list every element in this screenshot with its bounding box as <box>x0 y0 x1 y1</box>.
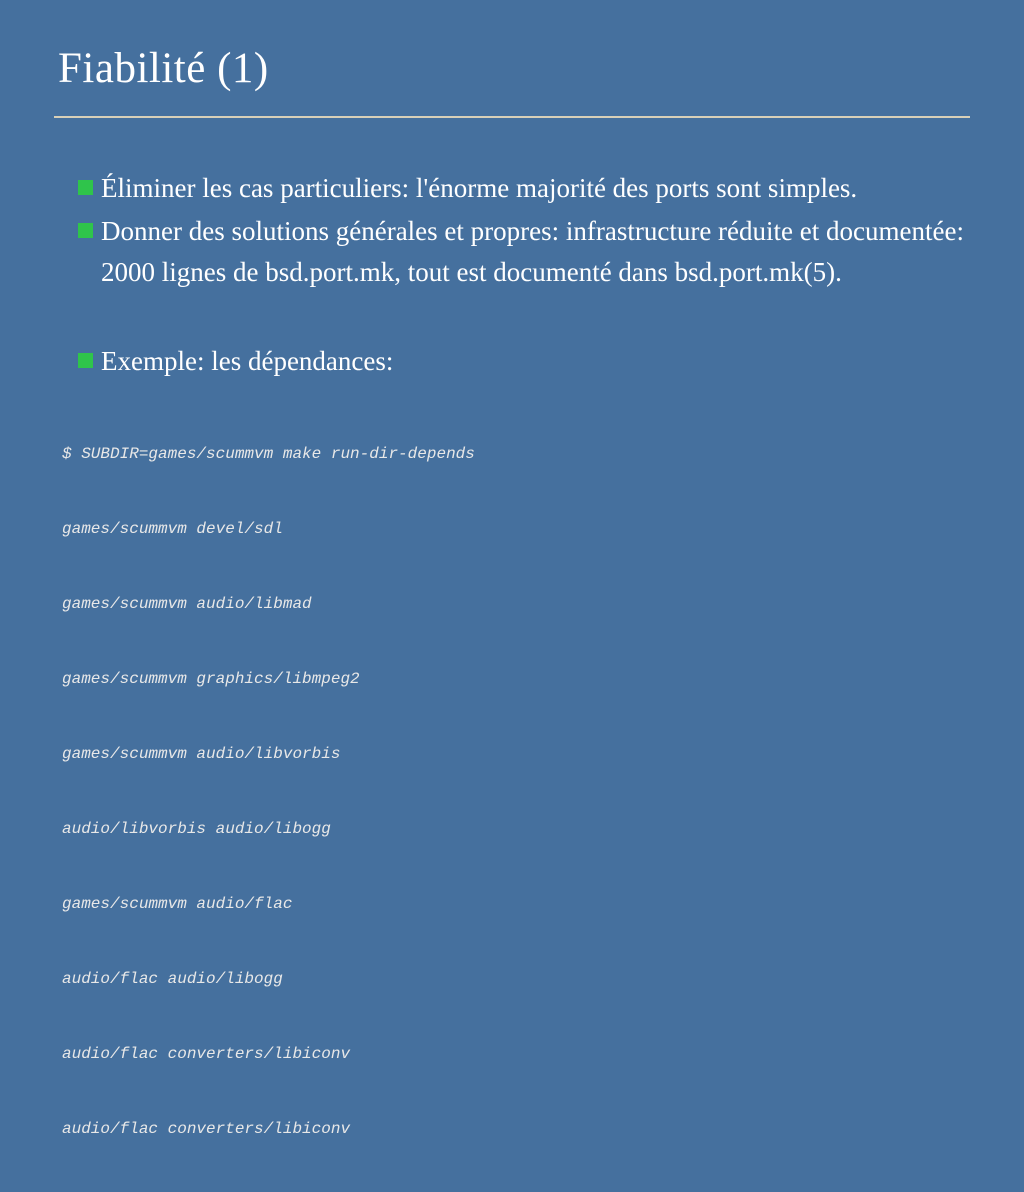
slide-content <box>62 168 978 1192</box>
code-line: games/scummvm audio/flac <box>62 895 293 913</box>
code-line: games/scummvm devel/sdl <box>62 520 283 538</box>
list-item <box>78 211 978 293</box>
title-divider <box>54 116 970 118</box>
list-item <box>78 168 978 209</box>
page-title: Fiabilité (1) <box>58 45 269 92</box>
code-line: $ SUBDIR=games/scummvm make run-dir-depends <box>62 445 475 463</box>
code-output-block <box>62 392 978 1192</box>
code-line: audio/flac audio/libogg <box>62 970 283 988</box>
list-item <box>78 341 978 382</box>
code-line: games/scummvm audio/libmad <box>62 595 312 613</box>
code-line: games/scummvm graphics/libmpeg2 <box>62 670 360 688</box>
square-bullet-icon <box>78 353 93 368</box>
code-line: audio/libvorbis audio/libogg <box>62 820 331 838</box>
square-bullet-icon <box>78 180 93 195</box>
code-line: audio/flac converters/libiconv <box>62 1045 351 1063</box>
code-line: audio/flac converters/libiconv <box>62 1120 351 1138</box>
list-item-label: Exemple: les dépendances: <box>101 346 394 376</box>
list-item-label: Donner des solutions générales et propres: infrastructure réduite et documentée: 2000 lignes de bsd.port.mk, tout est documenté dans bsd.port.mk(5). <box>101 216 964 287</box>
list-item-label: Éliminer les cas particuliers: l'énorme majorité des ports sont simples. <box>101 173 858 203</box>
square-bullet-icon <box>78 223 93 238</box>
code-line: games/scummvm audio/libvorbis <box>62 745 341 763</box>
